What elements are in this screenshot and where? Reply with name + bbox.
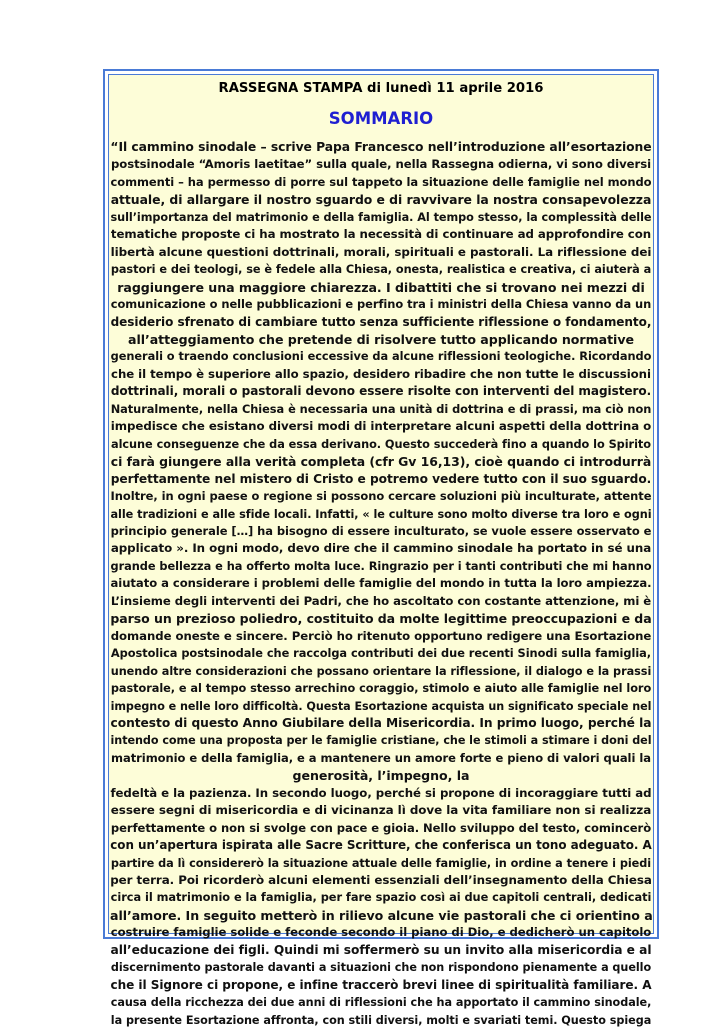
summary-line: generosità, l’impegno, la [292,768,470,784]
summary-line: dottrinali, morali o pastorali devono essere risolte con interventi del magistero. [110,384,652,399]
summary-line: alcune conseguenze che da essa derivano. Questo succederà fino a quando lo Spirito [110,436,651,451]
summary-line: L’insieme degli interventi dei Padri, che ho ascoltato con costante attenzione, mi è [110,593,652,608]
summary-line: principio generale […] ha bisogno di essere inculturato, se vuole essere osservato e [110,523,652,538]
summary-line: Inoltre, in ogni paese o regione si possono cercare soluzioni più inculturate, attente [110,489,652,504]
summary-line: con un’apertura ispirata alle Sacre Scritture, che conferisca un tono adeguato. A [110,838,652,853]
summary-heading: SOMMARIO [328,109,434,128]
summary-line: sull’importanza del matrimonio e della famiglia. Al tempo stesso, la complessità delle [110,210,652,224]
summary-line: all’educazione dei figli. Quindi mi soffermerò su un invito alla misericordia e al [110,942,652,957]
summary-line: matrimonio e della famiglia, e a mantenere un amore forte e pieno di valori quali la [111,750,651,765]
summary-line: Naturalmente, nella Chiesa è necessaria una unità di dottrina e di prassi, ma ciò non [110,401,652,416]
summary-line: costruire famiglie solide e feconde secondo il piano di Dio, e dedicherò un capitolo [110,925,652,940]
press-review-title: RASSEGNA STAMPA di lunedì 11 aprile 2016 [218,81,544,96]
summary-line: alle tradizioni e alle sfide locali. Infatti, « le culture sono molto diverse tra loro e ogni [110,507,652,521]
summary-line: ci farà giungere alla verità completa (cfr Gv 16,13), cioè quando ci introdurrà [110,454,652,470]
summary-line: pastori e dei teologi, se è fedele alla Chiesa, onesta, realistica e creativa, ci aiuterà a [110,263,652,277]
summary-line: perfettamente nel mistero di Cristo e potremo vedere tutto con il suo sguardo. [110,471,652,486]
summary-line: unendo altre considerazioni che possano orientare la riflessione, il dialogo e la prassi [110,664,652,678]
summary-line: Apostolica postsinodale che raccolga contributi dei due recenti Sinodi sulla famiglia, [110,646,652,661]
summary-line: fedeltà e la pazienza. In secondo luogo, perché si propone di incoraggiare tutti ad [110,785,652,800]
summary-line: raggiungere una maggiore chiarezza. I dibattiti che si trovano nei mezzi di [117,279,645,295]
summary-line: generali o traendo conclusioni eccessive da alcune riflessioni teologiche. Ricordando [110,349,652,364]
document-frame [103,69,659,1027]
summary-line: tematiche proposte ci ha mostrato la necessità di continuare ad approfondire con [110,227,652,242]
summary-line: circa il matrimonio e la famiglia, per fare spazio così ai due capitoli centrali, dedicati [110,890,652,905]
summary-line: “Il cammino sinodale – scrive Papa Francesco nell’introduzione all’esortazione [110,140,652,154]
summary-line: libertà alcune questioni dottrinali, morali, spirituali e pastorali. La riflessione dei [110,244,652,259]
summary-line: impegno e nelle loro difficoltà. Questa Esortazione acquista un significato speciale nel [110,699,652,713]
summary-line: grande bellezza e ha offerto molta luce. Ringrazio per i tanti contributi che mi hanno [110,558,652,573]
summary-line: essere segni di misericordia e di vicinanza lì dove la vita familiare non si realizza [110,803,652,818]
summary-line: all’amore. In seguito metterò in rilievo alcune vie pastorali che ci orientino a [110,907,653,923]
summary-line: intendo come una proposta per le famiglie cristiane, che le stimoli a stimare i doni del [110,734,652,748]
document-panel [108,74,654,1027]
summary-line: parso un prezioso poliedro, costituito da molte legittime preoccupazioni e da [110,611,652,627]
summary-line: che il Signore ci propone, e infine traccerò brevi linee di spiritualità familiare. A [110,977,652,992]
summary-line: partire da lì considererò la situazione attuale delle famiglie, in ordine a tenere i piedi [110,856,652,870]
summary-line: perfettamente o non si svolge con pace e gioia. Nello sviluppo del testo, comincerò [110,820,652,835]
summary-line: la presente Esortazione affronta, con stili diversi, molti e svariati temi. Questo spiega [110,1013,652,1027]
summary-line: impedisce che esistano diversi modi di interpretare alcuni aspetti della dottrina o [110,419,652,434]
summary-line: discernimento pastorale davanti a situazioni che non rispondono pienamente a quello [110,961,652,975]
summary-line: commenti – ha permesso di porre sul tappeto la situazione delle famiglie nel mondo [110,174,652,189]
summary-line: all’atteggiamento che pretende di risolvere tutto applicando normative [128,331,634,347]
summary-line: desiderio sfrenato di cambiare tutto senza sufficiente riflessione o fondamento, [110,314,652,329]
summary-line: per terra. Poi ricorderò alcuni elementi essenziali dell’insegnamento della Chiesa [110,873,652,888]
summary-line: che il tempo è superiore allo spazio, desidero ribadire che non tutte le discussioni [111,366,651,381]
summary-line: contesto di questo Anno Giubilare della Misericordia. In primo luogo, perché la [110,715,652,730]
summary-line: comunicazione o nelle pubblicazioni e perfino tra i ministri della Chiesa vanno da un [110,297,652,312]
summary-body [109,139,653,1029]
summary-line: applicato ». In ogni modo, devo dire che il cammino sinodale ha portato in sé una [110,541,652,556]
summary-line: pastorale, e al tempo stesso arrechino coraggio, stimolo e aiuto alle famiglie nel loro [110,681,652,696]
summary-line: postsinodale “Amoris laetitae” sulla quale, nella Rassegna odierna, vi sono diversi [110,157,652,172]
summary-line: domande oneste e sincere. Perciò ho ritenuto opportuno redigere una Esortazione [110,628,652,643]
summary-line: causa della ricchezza dei due anni di riflessioni che ha apportato il cammino sinodale, [110,996,652,1010]
summary-line: attuale, di allargare il nostro sguardo e di ravvivare la nostra consapevolezza [110,192,652,208]
summary-line: aiutato a considerare i problemi delle famiglie del mondo in tutta la loro ampiezza. [110,576,652,591]
